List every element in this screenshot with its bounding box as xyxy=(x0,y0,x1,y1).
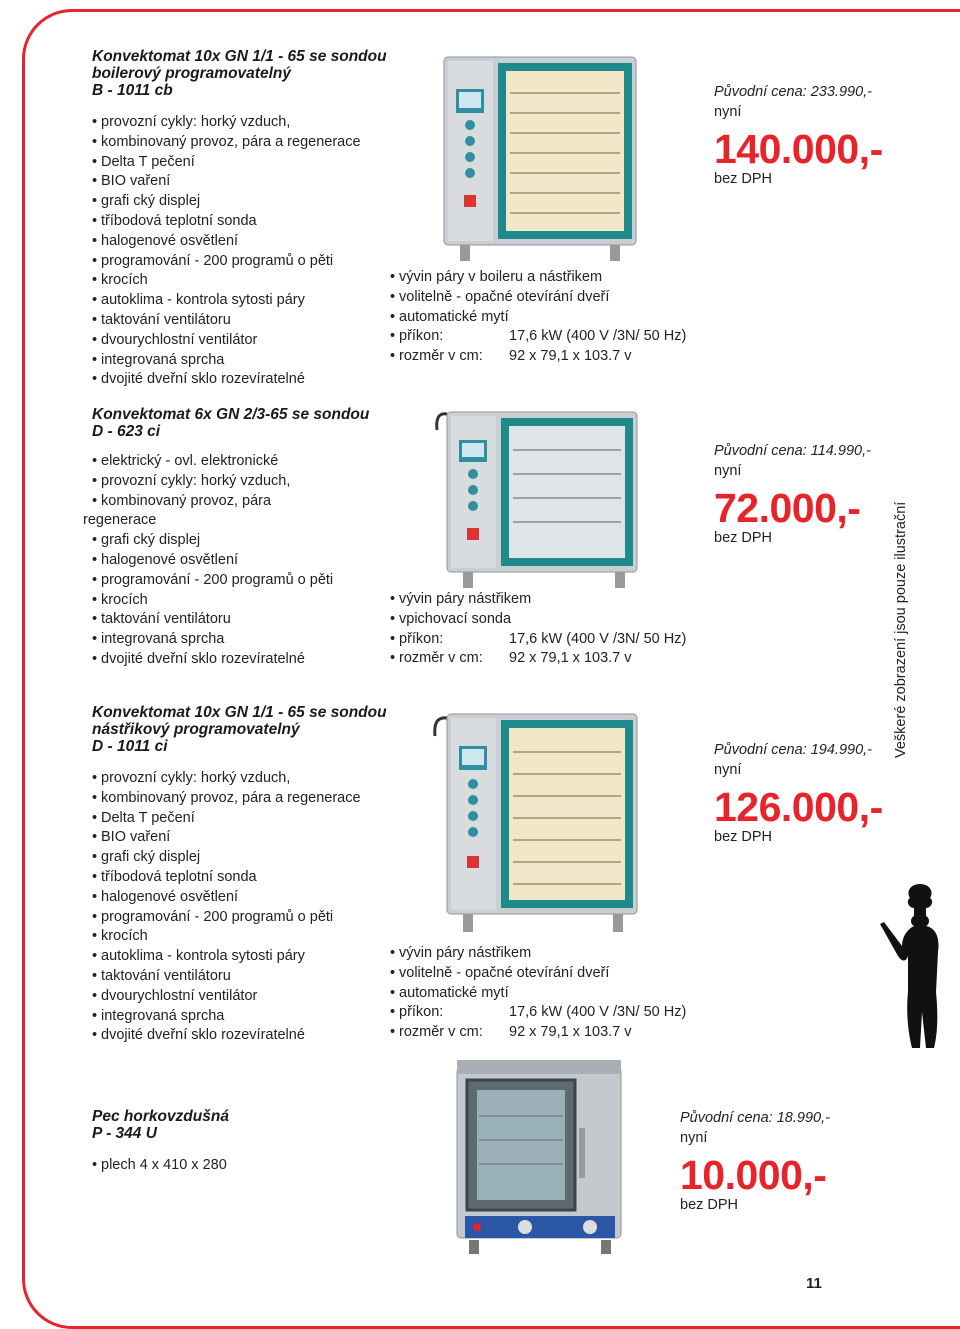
combi-oven-image xyxy=(435,410,640,590)
feature-item: • halogenové osvětlení xyxy=(92,888,392,908)
product-title: Konvektomat 10x GN 1/1 - 65 se sondou boilerový programovatelný B - 1011 cb xyxy=(92,48,387,99)
original-price: Původní cena: 18.990,- xyxy=(680,1110,830,1126)
feature-item: • Delta T pečení xyxy=(92,809,392,829)
feature-item: • kombinovaný provoz, pára xyxy=(92,492,392,512)
product-d1011ci xyxy=(92,704,392,1046)
price-block xyxy=(714,82,883,188)
now-label: nyní xyxy=(714,762,742,778)
spec-list xyxy=(390,268,686,367)
feature-item: • BIO vaření xyxy=(92,828,392,848)
feature-item: • programování - 200 programů o pěti xyxy=(92,908,392,928)
feature-item: • programování - 200 programů o pěti xyxy=(92,252,392,272)
product-d623ci xyxy=(83,406,392,670)
price-block xyxy=(714,441,871,547)
feature-list xyxy=(92,1156,392,1176)
feature-item: • dvojité dveřní sklo rozevíratelné xyxy=(92,1026,392,1046)
feature-item: • provozní cykly: horký vzduch, xyxy=(92,113,392,133)
now-label: nyní xyxy=(714,104,742,120)
now-label: nyní xyxy=(680,1130,708,1146)
feature-item: • plech 4 x 410 x 280 xyxy=(92,1156,392,1176)
spec-item: • příkon: 17,6 kW (400 V /3N/ 50 Hz) xyxy=(390,1003,686,1023)
feature-item: • provozní cykly: horký vzduch, xyxy=(92,472,392,492)
sale-price: 72.000,- xyxy=(714,485,861,531)
feature-item: • integrovaná sprcha xyxy=(92,351,392,371)
illustration-disclaimer xyxy=(893,488,913,758)
feature-item: • krocích xyxy=(92,927,392,947)
spec-item: • vývin páry v boileru a nástřikem xyxy=(390,268,686,288)
disclaimer-text: Veškeré zobrazení jsou pouze ilustrační xyxy=(893,501,909,758)
feature-list xyxy=(83,452,392,670)
sale-price: 10.000,- xyxy=(680,1152,827,1198)
spec-item: • rozměr v cm: 92 x 79,1 x 103.7 v xyxy=(390,347,686,367)
feature-item: • dvourychlostní ventilátor xyxy=(92,987,392,1007)
product-title: Konvektomat 10x GN 1/1 - 65 se sondou nástřikový programovatelný D - 1011 ci xyxy=(92,704,387,755)
feature-item: • integrovaná sprcha xyxy=(92,1007,392,1027)
product-title: Pec horkovzdušná P - 344 U xyxy=(92,1108,229,1142)
feature-item: • grafi cký displej xyxy=(92,848,392,868)
spec-item: • volitelně - opačné otevírání dveří xyxy=(390,288,686,308)
feature-item: • dvourychlostní ventilátor xyxy=(92,331,392,351)
feature-item: • autoklima - kontrola sytosti páry xyxy=(92,947,392,967)
spec-item: • příkon: 17,6 kW (400 V /3N/ 50 Hz) xyxy=(390,327,686,347)
original-price: Původní cena: 233.990,- xyxy=(714,84,873,100)
feature-list xyxy=(92,769,392,1046)
feature-item: • kombinovaný provoz, pára a regenerace xyxy=(92,133,392,153)
spec-list xyxy=(390,590,686,669)
convection-oven-image xyxy=(455,1058,625,1258)
product-b1011cb xyxy=(92,48,392,390)
feature-item: • elektrický - ovl. elektronické xyxy=(92,452,392,472)
vat-note: bez DPH xyxy=(714,530,773,546)
feature-item: • taktování ventilátoru xyxy=(92,311,392,331)
feature-item: • krocích xyxy=(92,271,392,291)
feature-item: • kombinovaný provoz, pára a regenerace xyxy=(92,789,392,809)
feature-item: • dvojité dveřní sklo rozevíratelné xyxy=(92,370,392,390)
feature-list xyxy=(92,113,392,390)
feature-item: • tříbodová teplotní sonda xyxy=(92,868,392,888)
feature-item: • grafi cký displej xyxy=(92,531,392,551)
spec-item: • vývin páry nástřikem xyxy=(390,944,686,964)
feature-item: • dvojité dveřní sklo rozevíratelné xyxy=(92,650,392,670)
spec-item: • automatické mytí xyxy=(390,308,686,328)
spec-item: • rozměr v cm: 92 x 79,1 x 103.7 v xyxy=(390,649,686,669)
combi-oven-image xyxy=(440,55,640,265)
vat-note: bez DPH xyxy=(680,1197,739,1213)
spec-list xyxy=(390,944,686,1043)
feature-item: • taktování ventilátoru xyxy=(92,610,392,630)
feature-item: • programování - 200 programů o pěti xyxy=(92,571,392,591)
feature-item: • halogenové osvětlení xyxy=(92,232,392,252)
spec-item: • automatické mytí xyxy=(390,984,686,1004)
combi-oven-image xyxy=(433,712,640,937)
chef-silhouette-icon xyxy=(880,882,960,1052)
feature-item: • krocích xyxy=(92,591,392,611)
vat-note: bez DPH xyxy=(714,171,773,187)
feature-item: • provozní cykly: horký vzduch, xyxy=(92,769,392,789)
feature-item: • taktování ventilátoru xyxy=(92,967,392,987)
sale-price: 126.000,- xyxy=(714,784,883,830)
feature-item: regenerace xyxy=(83,512,157,529)
feature-item: • halogenové osvětlení xyxy=(92,551,392,571)
feature-item: • autoklima - kontrola sytosti páry xyxy=(92,291,392,311)
spec-item: • volitelně - opačné otevírání dveří xyxy=(390,964,686,984)
spec-item: • vpichovací sonda xyxy=(390,610,686,630)
spec-item: • vývin páry nástřikem xyxy=(390,590,686,610)
spec-item: • příkon: 17,6 kW (400 V /3N/ 50 Hz) xyxy=(390,630,686,650)
feature-item: • tříbodová teplotní sonda xyxy=(92,212,392,232)
price-block xyxy=(680,1108,830,1214)
sale-price: 140.000,- xyxy=(714,126,883,172)
feature-item: • integrovaná sprcha xyxy=(92,630,392,650)
price-block xyxy=(714,740,883,846)
vat-note: bez DPH xyxy=(714,829,773,845)
feature-item: • grafi cký displej xyxy=(92,192,392,212)
product-p344u xyxy=(92,1108,392,1176)
feature-item: • Delta T pečení xyxy=(92,153,392,173)
spec-item: • rozměr v cm: 92 x 79,1 x 103.7 v xyxy=(390,1023,686,1043)
page-number: 11 xyxy=(806,1275,822,1292)
original-price: Původní cena: 114.990,- xyxy=(714,443,871,459)
original-price: Původní cena: 194.990,- xyxy=(714,742,873,758)
product-title: Konvektomat 6x GN 2/3-65 se sondou D - 623 ci xyxy=(92,406,370,440)
feature-item: • BIO vaření xyxy=(92,172,392,192)
now-label: nyní xyxy=(714,463,742,479)
